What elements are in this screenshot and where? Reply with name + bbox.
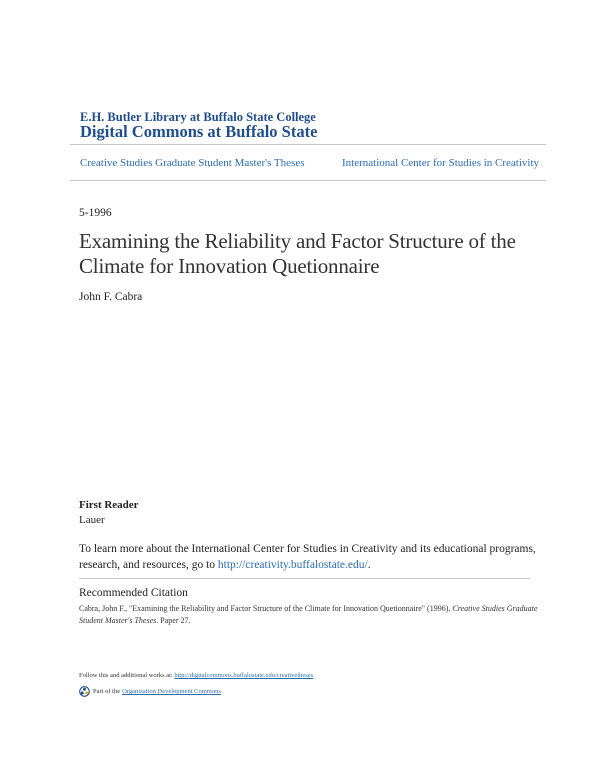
- repository-name[interactable]: Digital Commons at Buffalo State: [80, 122, 318, 141]
- publication-date: 5-1996: [79, 207, 112, 219]
- document-author: John F. Cabra: [79, 291, 143, 303]
- learn-more-paragraph: [79, 541, 539, 573]
- first-reader-heading: First Reader: [79, 499, 139, 511]
- learn-more-text: To learn more about the International Center for Studies in Creativity and its educational programs, research, and resources, go to: [79, 543, 536, 571]
- citation-text: [79, 603, 539, 627]
- follow-label: Follow this and additional works at:: [79, 672, 175, 679]
- organization-development-commons-link[interactable]: Organization Development Commons: [122, 688, 221, 695]
- collection-link-icsc[interactable]: International Center for Studies in Creativity: [342, 157, 540, 169]
- collection-divider: [70, 180, 546, 181]
- citation-series: Creative Studies Graduate Student Master's Theses: [79, 604, 538, 625]
- part-of-line: [79, 686, 221, 697]
- follow-works-link[interactable]: http://digitalcommons.buffalostate.edu/creativetheses: [174, 672, 314, 679]
- top-divider: [70, 144, 546, 145]
- partof-label: Part of the: [93, 688, 121, 695]
- citation-paper: . Paper 27.: [156, 616, 191, 625]
- follow-works-line: [79, 672, 313, 679]
- first-reader-name: Lauer: [79, 514, 105, 526]
- network-icon: [79, 686, 90, 697]
- document-title: Examining the Reliability and Factor Structure of the Climate for Innovation Quetionnaire: [79, 229, 516, 278]
- recommended-citation-heading: Recommended Citation: [79, 587, 188, 599]
- library-name[interactable]: E.H. Butler Library at Buffalo State College: [80, 110, 316, 124]
- learn-more-suffix: .: [367, 559, 371, 571]
- citation-main: Cabra, John F., "Examining the Reliability and Factor Structure of the Climate for Innovation Quetionnaire" (1996).: [79, 604, 453, 613]
- collection-link-theses[interactable]: Creative Studies Graduate Student Master's Theses: [80, 157, 305, 169]
- citation-divider: [79, 578, 530, 579]
- creativity-site-link[interactable]: http://creativity.buffalostate.edu/: [217, 559, 368, 571]
